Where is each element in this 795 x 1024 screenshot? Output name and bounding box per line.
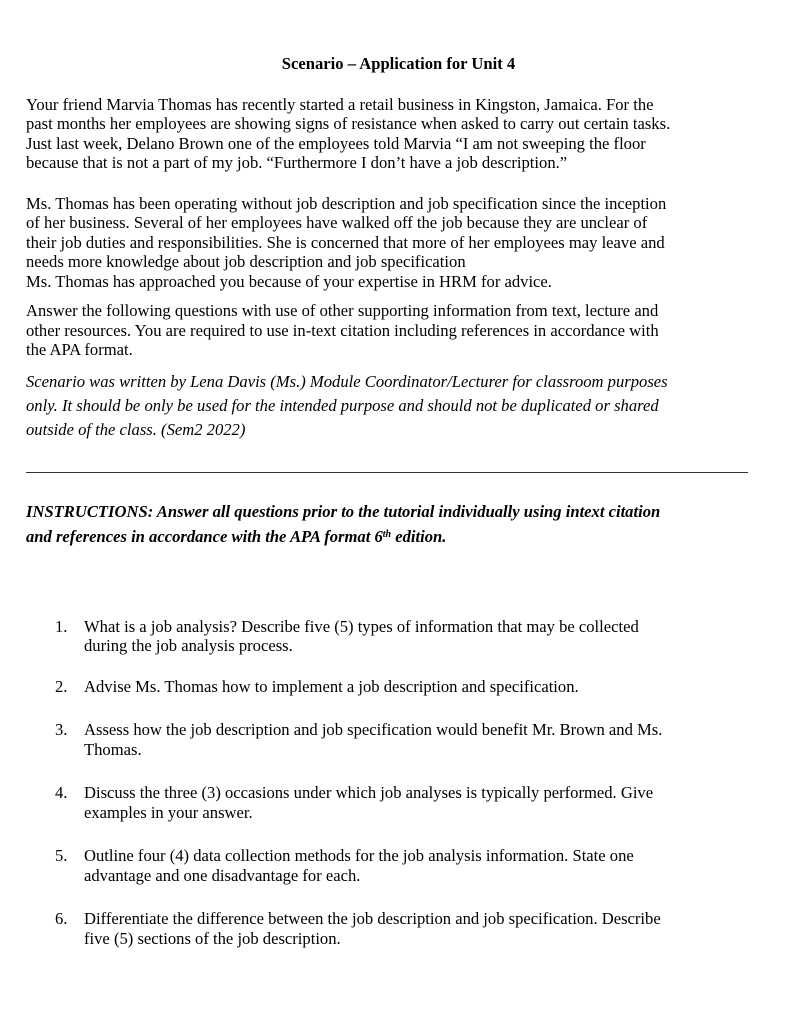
section-divider — [26, 472, 748, 473]
question-item — [26, 846, 771, 885]
question-item — [26, 677, 771, 697]
question-list — [26, 617, 771, 949]
scenario-paragraph-2 — [26, 194, 771, 292]
instructions-block — [26, 499, 771, 549]
author-credit-line: Scenario was written by Lena Davis (Ms.) Module Coordinator/Lecturer for classroom purposes — [26, 371, 668, 391]
question-text-line: five (5) sections of the job description. — [84, 928, 341, 948]
question-number: 5. — [55, 846, 68, 865]
scenario-paragraph-1-line: past months her employees are showing signs of resistance when asked to carry out certain tasks. — [26, 114, 671, 133]
question-text-line: Thomas. — [84, 739, 142, 759]
scenario-paragraph-2-line: Ms. Thomas has been operating without job description and job specification since the inception — [26, 193, 667, 213]
author-credit-line: only. It should be only be used for the intended purpose and should not be duplicated or shared — [26, 395, 659, 415]
author-credit-line: outside of the class. (Sem2 2022) — [26, 419, 246, 439]
question-text-line: examples in your answer. — [84, 802, 253, 822]
question-number: 3. — [55, 720, 68, 739]
answer-guidance-line: other resources. You are required to use in-text citation including references in accordance with — [26, 320, 659, 340]
question-number: 6. — [55, 909, 68, 928]
scenario-paragraph-1 — [26, 95, 771, 173]
question-item — [26, 617, 771, 656]
instructions-line-2 — [26, 524, 771, 549]
question-item — [26, 909, 771, 948]
instructions-superscript: th — [382, 528, 392, 540]
scenario-paragraph-2-line: Ms. Thomas has approached you because of your expertise in HRM for advice. — [26, 271, 552, 291]
scenario-paragraph-2-line: needs more knowledge about job description and job specification — [26, 252, 466, 271]
question-item — [26, 783, 771, 822]
question-number: 4. — [55, 783, 68, 802]
question-text-line: Outline four (4) data collection methods for the job analysis information. State one — [84, 846, 634, 865]
instructions-line-2-prefix: and references in accordance with the APA format 6 — [26, 526, 383, 546]
answer-guidance-paragraph — [26, 301, 771, 360]
question-text-line: Assess how the job description and job specification would benefit Mr. Brown and Ms. — [84, 720, 663, 739]
instructions-line-2-suffix: edition. — [391, 526, 447, 546]
document-page — [26, 54, 771, 948]
question-text-line: Advise Ms. Thomas how to implement a job description and specification. — [84, 676, 579, 696]
scenario-paragraph-1-line: Your friend Marvia Thomas has recently started a retail business in Kingston, Jamaica. For the — [26, 94, 654, 114]
question-text-line: during the job analysis process. — [84, 636, 293, 655]
instructions-line-1: INSTRUCTIONS: Answer all questions prior to the tutorial individually using intext citation — [26, 501, 661, 521]
answer-guidance-line: the APA format. — [26, 340, 133, 359]
document-title: Scenario – Application for Unit 4 — [281, 54, 516, 73]
scenario-paragraph-1-line: Just last week, Delano Brown one of the employees told Marvia “I am not sweeping the floor — [26, 133, 646, 153]
author-credit-note — [26, 370, 771, 442]
question-number: 1. — [55, 616, 68, 636]
answer-guidance-line: Answer the following questions with use of other supporting information from text, lecture and — [26, 301, 659, 320]
question-text-line: Discuss the three (3) occasions under which job analyses is typically performed. Give — [84, 783, 654, 802]
question-item — [26, 720, 771, 759]
question-text-line: What is a job analysis? Describe five (5) types of information that may be collected — [84, 616, 639, 636]
question-text-line: Differentiate the difference between the job description and job specification. Describe — [84, 909, 661, 928]
scenario-paragraph-2-line: their job duties and responsibilities. She is concerned that more of her employees may leave and — [26, 232, 665, 252]
scenario-paragraph-1-line: because that is not a part of my job. “Furthermore I don’t have a job description.” — [26, 153, 568, 172]
scenario-paragraph-2-line: of her business. Several of her employees have walked off the job because they are unclear of — [26, 213, 648, 232]
question-text-line: advantage and one disadvantage for each. — [84, 865, 361, 885]
question-number: 2. — [55, 676, 68, 696]
